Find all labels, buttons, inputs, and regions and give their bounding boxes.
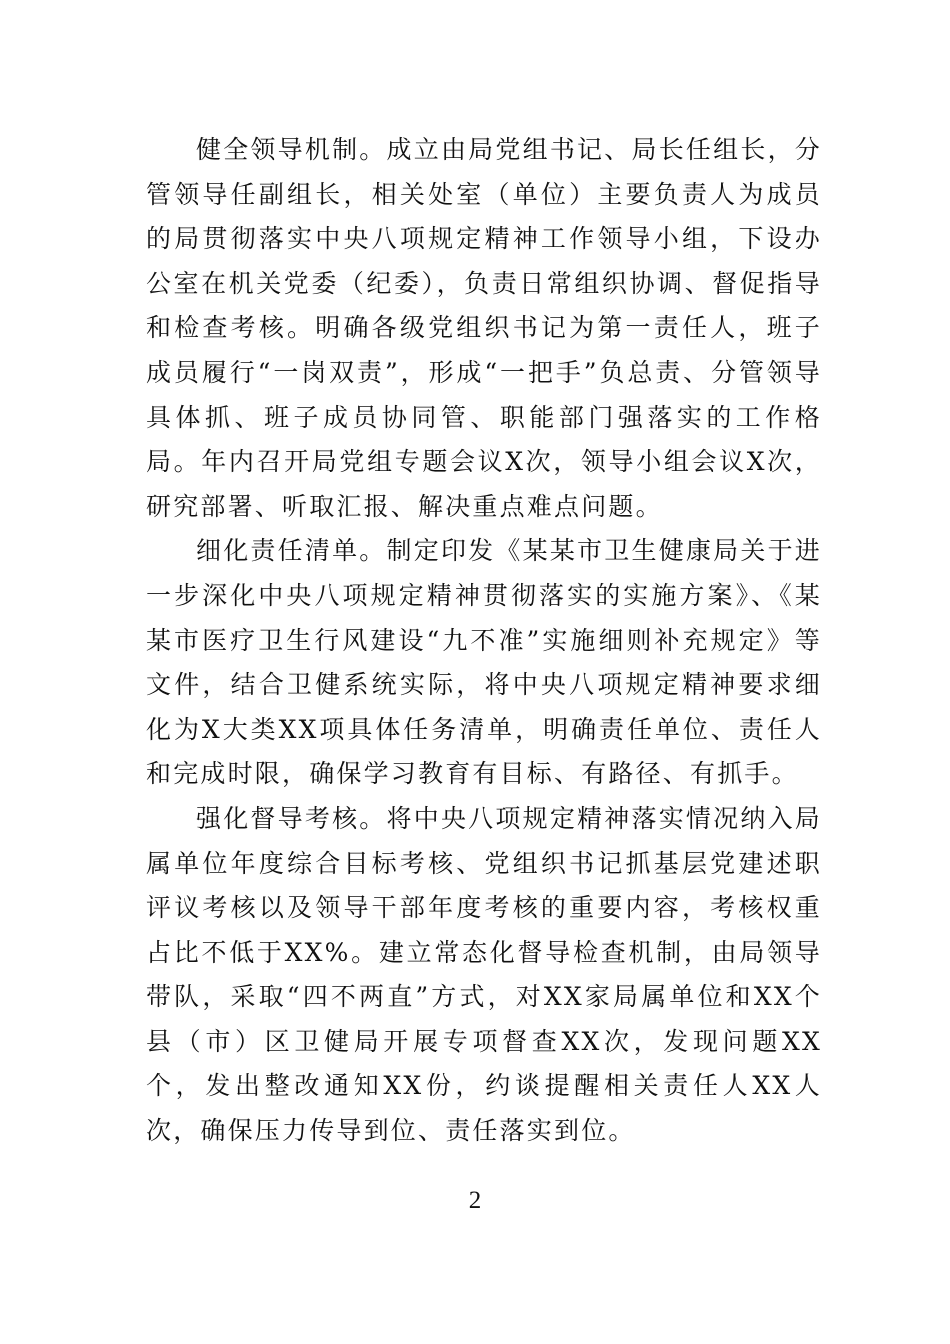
paragraph-responsibility-list: 细化责任清单。制定印发《某某市卫生健康局关于进一步深化中央八项规定精神贯彻落实的实施方案》、《某某市医疗卫生行风建设“九不准”实施细则补充规定》等文件，结合卫健系统实际，将中央八项规定精神要求细化为X大类XX项具体任务清单，明确责任单位、责任人和完成时限，确保学习教育有目标、有路径、有抓手。 bbox=[146, 536, 822, 789]
paragraph-supervision-assessment: 强化督导考核。将中央八项规定精神落实情况纳入局属单位年度综合目标考核、党组织书记抓基层党建述职评议考核以及领导干部年度考核的重要内容，考核权重占比不低于XX%。建立常态化督导检查机制，由局领导带队，采取“四不两直”方式，对XX家局属单位和XX个县（市）区卫健局开展专项督查XX次，发现问题XX个，发出整改通知XX份，约谈提醒相关责任人XX人次，确保压力传导到位、责任落实到位。 bbox=[146, 803, 822, 1146]
body-text bbox=[146, 128, 822, 1154]
paragraph-leadership-mechanism: 健全领导机制。成立由局党组书记、局长任组长，分管领导任副组长，相关处室（单位）主要负责人为成员的局贯彻落实中央八项规定精神工作领导小组，下设办公室在机关党委（纪委），负责日常组织协调、督促指导和检查考核。明确各级党组织书记为第一责任人，班子成员履行“一岗双责”，形成“一把手”负总责、分管领导具体抓、班子成员协同管、职能部门强落实的工作格局。年内召开局党组专题会议X次，领导小组会议X次，研究部署、听取汇报、解决重点难点问题。 bbox=[146, 135, 822, 521]
page-number: 2 bbox=[468, 1187, 482, 1214]
